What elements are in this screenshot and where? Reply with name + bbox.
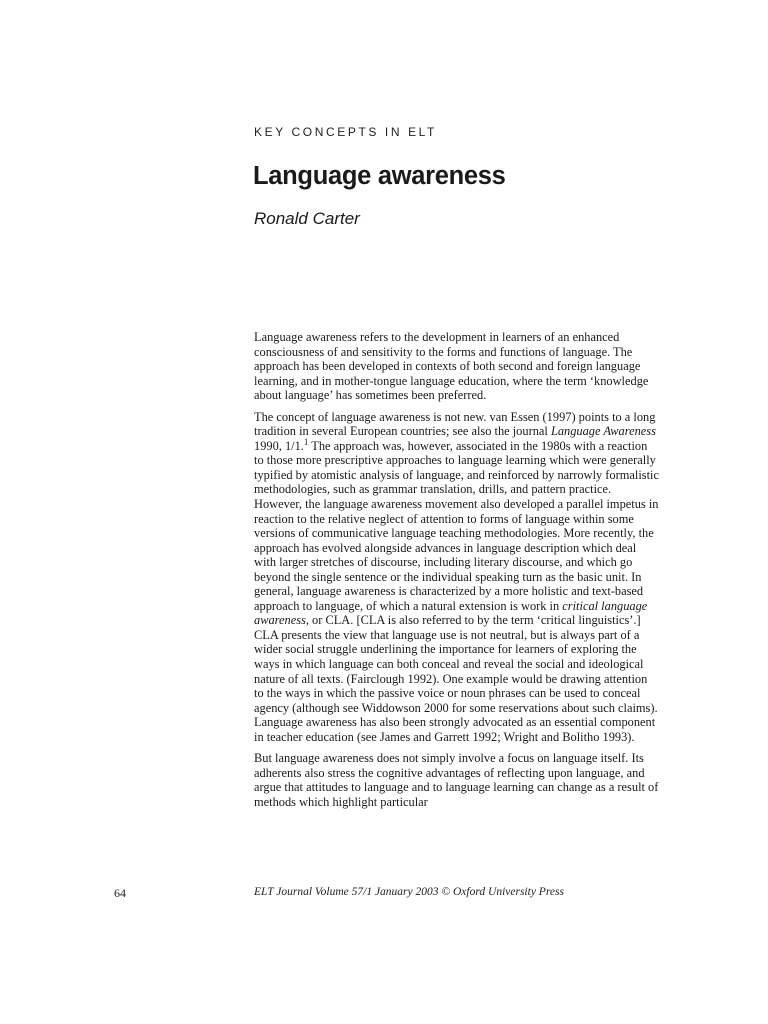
footnote-marker: 1 <box>303 436 309 447</box>
paragraph-3: But language awareness does not simply involve a focus on language itself. Its adherents also stress the cognitive advantages of reflecting upon language, and argue that attitudes to language and to language learning can change as a result of methods which highlight particular <box>254 751 659 809</box>
paragraph-2-part-c: The approach was, however, associated in the 1980s with a reaction to those more prescriptive approaches to language learning which were generally typified by atomistic analysis of language, and reinforced by narrowly formalistic methodologies, such as grammar translation, drills, and pattern practice. However, the language awareness movement also developed a parallel impetus in reaction to the relative neglect of attention to forms of language within some versions of communicative language teaching methodologies. More recently, the approach has evolved alongside advances in language description which deal with larger stretches of discourse, including literary discourse, and which go beyond the single sentence or the individual speaking turn as the basic unit. In general, language awareness is characterized by a more holistic and text-based approach to language, of which a natural extension is work in <box>254 438 659 613</box>
critical-language-awareness-term: critical language awareness <box>254 598 648 628</box>
article-author: Ronald Carter <box>254 209 360 228</box>
paragraph-2-part-b: 1990, 1/1. <box>254 438 304 453</box>
article-title: Language awareness <box>253 162 506 190</box>
journal-footer: ELT Journal Volume 57/1 January 2003 © Oxford University Press <box>254 886 564 898</box>
page-number: 64 <box>114 886 126 900</box>
paragraph-2 <box>254 410 660 745</box>
article-body <box>254 330 660 810</box>
paragraph-1: Language awareness refers to the development in learners of an enhanced consciousness of and sensitivity to the forms and functions of language. The approach has been developed in contexts of both second and foreign language learning, and in mother-tongue language education, where the term ‘knowledge about language’ has sometimes been preferred. <box>254 330 649 403</box>
paragraph-2-part-a: The concept of language awareness is not new. van Essen (1997) points to a long tradition in several European countries; see also the journal <box>254 409 656 439</box>
journal-reference: Language Awareness <box>550 424 656 439</box>
series-heading: KEY CONCEPTS IN ELT <box>254 125 437 139</box>
paragraph-2-part-d: , or CLA. [CLA is also referred to by the term ‘critical linguistics’.] CLA presents the view that language use is not neutral, but is always part of a wider social struggle underlining the importance for learners of exploring the ways in which language can both conceal and reveal the social and ideological nature of all texts. (Fairclough 1992). One example would be drawing attention to the ways in which the passive voice or noun phrases can be used to conceal agency (although see Widdowson 2000 for some reservations about such claims). Language awareness has also been strongly advocated as an essential component in teacher education (see James and Garrett 1992; Wright and Bolitho 1993). <box>254 613 658 744</box>
